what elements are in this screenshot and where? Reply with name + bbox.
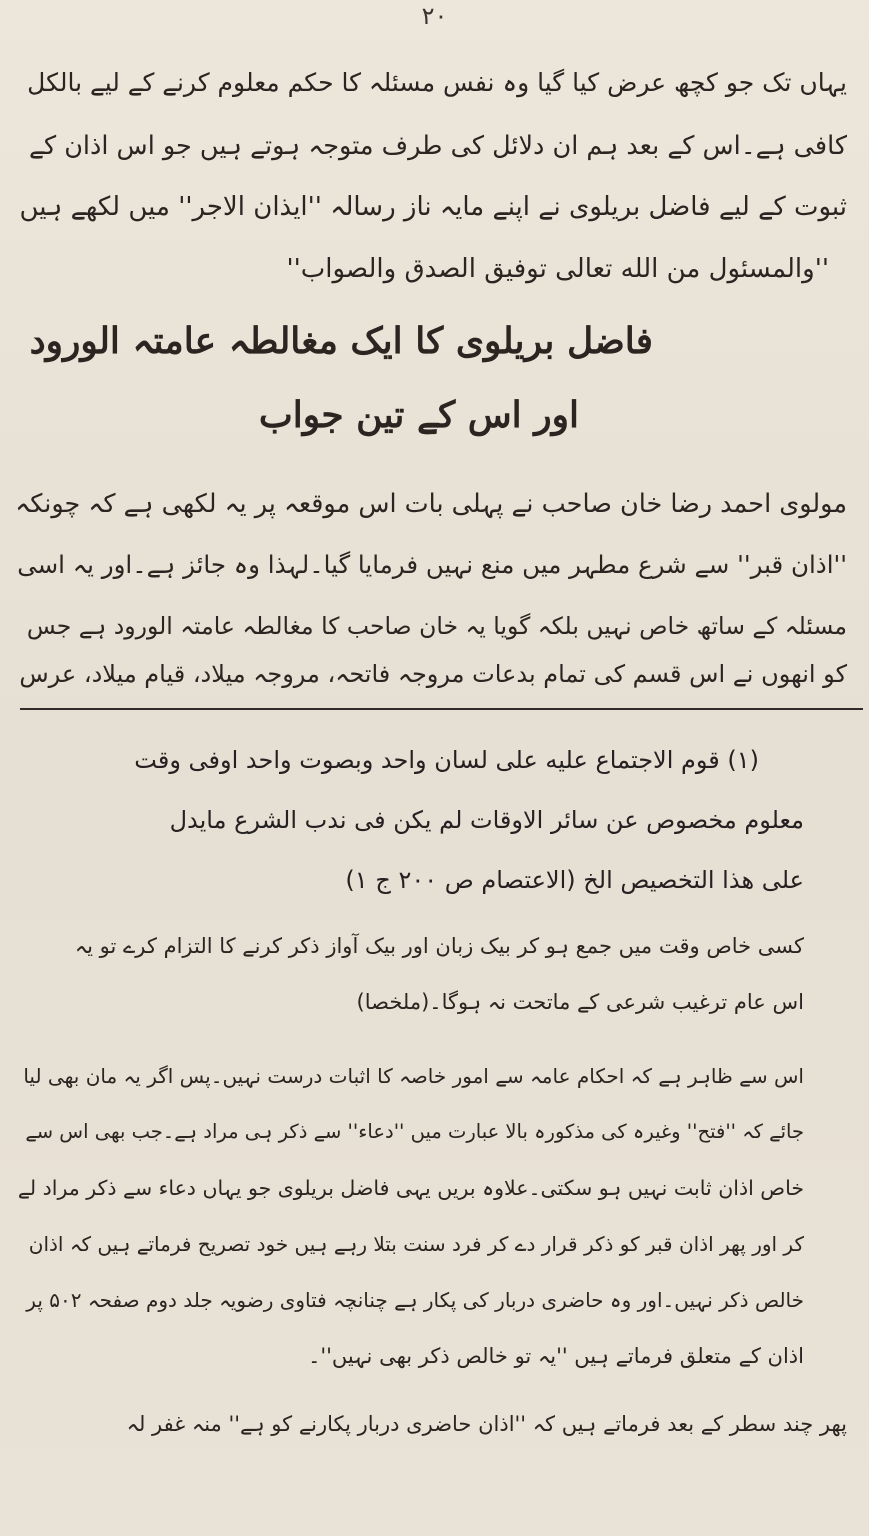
body-text-line-1: مولوی احمد رضا خان صاحب نے پہلی بات اس موقعہ پر یہ لکھی ہے کہ چونکہ [15, 489, 847, 519]
arabic-footnote-line-2: معلوم مخصوص عن سائر الاوقات لم یکن فی ندب الشرع مایدل [169, 806, 804, 834]
arabic-footnote-line-3: علی هذا التخصیص الخ (الاعتصام ص ۲۰۰ ج ۱) [345, 866, 804, 894]
footnote-text-line-9: پھر چند سطر کے بعد فرماتے ہیں کہ ''اذان حاضری دربار پکارنے کو ہے'' منہ غفر لہ [126, 1412, 847, 1436]
body-text-line-2: ''اذان قبر'' سے شرع مطہر میں منع نہیں فرمایا گیا۔لہذا وہ جائز ہے۔اور یہ اسی [17, 550, 847, 579]
footnote-text-line-6: کر اور پھر اذان قبر کو ذکر قرار دے کر فرد سنت بتلا رہے ہیں خود تصریح فرماتے ہیں کہ اذان [28, 1232, 804, 1256]
footnote-text-line-1: کسی خاص وقت میں جمع ہو کر بیک زبان اور بیک آواز ذکر کرنے کا التزام کرے تو یہ [74, 934, 804, 958]
footnote-text-line-2: اس عام ترغیب شرعی کے ماتحت نہ ہوگا۔(ملخصا) [356, 990, 804, 1014]
footnote-text-line-8: اذان کے متعلق فرماتے ہیں ''یہ تو خالص ذکر بھی نہیں''۔ [308, 1344, 804, 1368]
body-text-line-4: کو انھوں نے اس قسم کی تمام بدعات مروجہ فاتحہ، مروجہ میلاد، قیام میلاد، عرس [19, 660, 847, 688]
footnote-text-line-4: جائے کہ ''فتح'' وغیرہ کی مذکورہ بالا عبارت میں ''دعاء'' سے ذکر ہی مراد ہے۔جب بھی اس سے [25, 1120, 804, 1143]
main-text-line-2: کافی ہے۔اس کے بعد ہم ان دلائل کی طرف متوجہ ہوتے ہیں جو اس اذان کے [29, 131, 847, 161]
closing-quote: ''والمسئول من الله تعالی توفیق الصدق والصواب'' [286, 254, 829, 284]
footnote-divider [20, 708, 863, 710]
footnote-text-line-5: خاص اذان ثابت نہیں ہو سکتی۔علاوہ بریں یہی فاضل بریلوی جو یہاں دعاء سے ذکر مراد لے [17, 1176, 804, 1200]
main-text-line-3: ثبوت کے لیے فاضل بریلوی نے اپنے مایہ ناز رسالہ ''ایذان الاجر'' میں لکھے ہیں [19, 192, 847, 222]
section-heading-line-1: فاضل بریلوی کا ایک مغالطہ عامتہ الورود [29, 320, 653, 362]
footnote-text-line-7: خالص ذکر نہیں۔اور وہ حاضری دربار کی پکار ہے چنانچہ فتاوی رضویہ جلد دوم صفحہ ۵۰۲ پر [26, 1288, 804, 1312]
arabic-footnote-line-1: (۱) قوم الاجتماع علیه علی لسان واحد وبصوت واحد اوفی وقت [134, 746, 759, 774]
main-text-line-1: یہاں تک جو کچھ عرض کیا گیا وہ نفس مسئلہ کا حکم معلوم کرنے کے لیے بالکل [27, 68, 847, 97]
footnote-text-line-3: اس سے ظاہر ہے کہ احکام عامہ سے امور خاصہ کا اثبات درست نہیں۔پس اگر یہ مان بھی لیا [23, 1064, 804, 1088]
page-number: ۲۰ [421, 2, 448, 30]
body-text-line-3: مسئلہ کے ساتھ خاص نہیں بلکہ گویا یہ خان صاحب کا مغالطہ عامتہ الورود ہے جس [26, 612, 847, 640]
section-heading-line-2: اور اس کے تین جواب [258, 394, 579, 436]
